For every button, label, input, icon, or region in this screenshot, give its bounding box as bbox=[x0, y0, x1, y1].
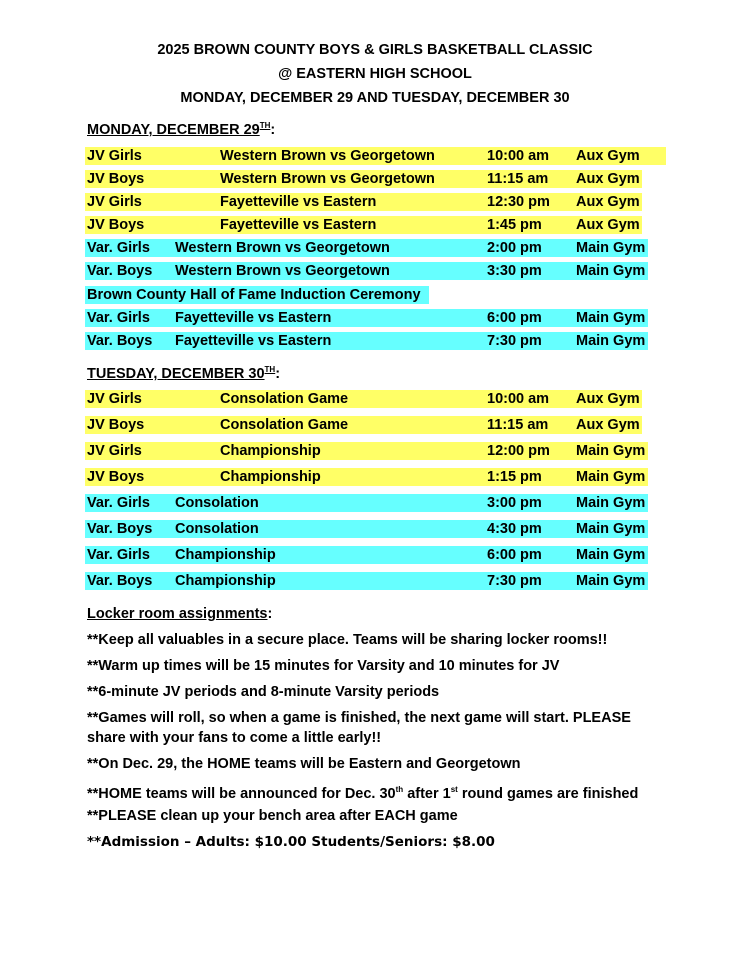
note-valuables: **Keep all valuables in a secure place. Teams will be sharing locker rooms!! bbox=[87, 632, 608, 648]
schedule-row: Var. Girls Championship 6:00 pm Main Gym bbox=[85, 546, 648, 564]
schedule-row: JV Boys Championship 1:15 pm Main Gym bbox=[85, 468, 648, 486]
schedule-row: JV Girls Championship 12:00 pm Main Gym bbox=[85, 442, 648, 460]
schedule-row: JV Boys Western Brown vs Georgetown 11:15 am Aux Gym bbox=[85, 170, 642, 188]
schedule-row: JV Boys Consolation Game 11:15 am Aux Gym bbox=[85, 416, 642, 434]
tuesday-heading: TUESDAY, DECEMBER 30TH: bbox=[87, 365, 281, 382]
schedule-row: JV Girls Fayetteville vs Eastern 12:30 pm Aux Gym bbox=[85, 193, 642, 211]
schedule-row: Var. Girls Western Brown vs Georgetown 2:00 pm Main Gym bbox=[85, 239, 648, 257]
schedule-row: JV Boys Fayetteville vs Eastern 1:45 pm Aux Gym bbox=[85, 216, 642, 234]
note-periods: **6-minute JV periods and 8-minute Varsity periods bbox=[87, 684, 440, 700]
note-home-dec30: **HOME teams will be announced for Dec. 30th after 1st round games are finished bbox=[87, 785, 639, 802]
schedule-row: Var. Boys Consolation 4:30 pm Main Gym bbox=[85, 520, 648, 538]
title-line-2: @ EASTERN HIGH SCHOOL bbox=[278, 66, 472, 82]
schedule-row: Var. Boys Fayetteville vs Eastern 7:30 pm Main Gym bbox=[85, 332, 648, 350]
title-line-3: MONDAY, DECEMBER 29 AND TUESDAY, DECEMBER 30 bbox=[180, 90, 570, 106]
hall-of-fame-row: Brown County Hall of Fame Induction Ceremony bbox=[85, 286, 429, 304]
schedule-row: Var. Girls Fayetteville vs Eastern 6:00 pm Main Gym bbox=[85, 309, 648, 327]
monday-heading: MONDAY, DECEMBER 29TH: bbox=[87, 121, 276, 138]
schedule-row: Var. Girls Consolation 3:00 pm Main Gym bbox=[85, 494, 648, 512]
note-games-roll: **Games will roll, so when a game is finished, the next game will start. PLEASE share with your fans to come a little early!! bbox=[87, 710, 631, 746]
schedule-row: JV Girls Consolation Game 10:00 am Aux Gym bbox=[85, 390, 642, 408]
title-line-1: 2025 BROWN COUNTY BOYS & GIRLS BASKETBALL CLASSIC bbox=[157, 42, 593, 58]
note-cleanup: **PLEASE clean up your bench area after EACH game bbox=[87, 808, 458, 824]
page-header bbox=[0, 38, 750, 110]
schedule-row: Var. Boys Western Brown vs Georgetown 3:30 pm Main Gym bbox=[85, 262, 648, 280]
note-warmup: **Warm up times will be 15 minutes for Varsity and 10 minutes for JV bbox=[87, 658, 560, 674]
locker-room-heading: Locker room assignments: bbox=[87, 606, 273, 622]
schedule-row: JV Girls Western Brown vs Georgetown 10:00 am Aux Gym bbox=[85, 147, 666, 165]
schedule-row: Var. Boys Championship 7:30 pm Main Gym bbox=[85, 572, 648, 590]
note-home-dec29: **On Dec. 29, the HOME teams will be Eastern and Georgetown bbox=[87, 756, 521, 772]
note-admission: **Admission – Adults: $10.00 Students/Seniors: $8.00 bbox=[87, 834, 495, 850]
